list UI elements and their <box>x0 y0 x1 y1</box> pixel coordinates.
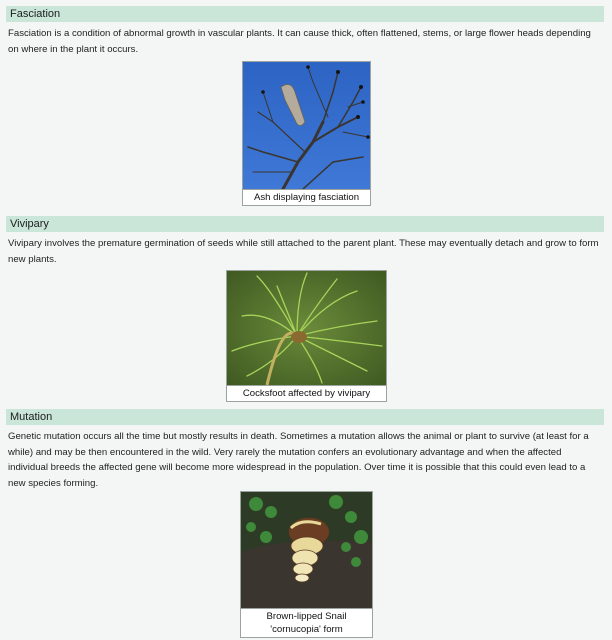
figure-caption <box>243 189 370 205</box>
figure-caption <box>241 608 372 637</box>
section-text: Genetic mutation occurs all the time but mostly results in death. Sometimes a mutation allows the animal or plant to survive (at least for a while) and may be then encountered in the wild. Very rarely the mutation confers an evolutionary advantage and when the affected individual breeds the affected gene will become more widespread in the population. Over time it is possible that this could even lead to a new species forming. <box>8 431 589 489</box>
figure-ash-fasciation <box>242 61 371 206</box>
section-text: Fasciation is a condition of abnormal growth in vascular plants. It can cause thick, often flattened, stems, or large flower heads depending on where in the plant it occurs. <box>8 28 591 55</box>
figure-snail-cornucopia <box>240 491 373 638</box>
section-fasciation <box>6 6 604 57</box>
figure-caption <box>227 385 386 401</box>
caption-line: Cocksfoot affected by vivipary <box>242 388 371 399</box>
section-vivipary <box>6 216 604 267</box>
section-heading: Mutation <box>6 409 604 425</box>
caption-line: Ash displaying fasciation <box>253 192 360 203</box>
figure-cocksfoot-vivipary <box>226 270 387 402</box>
caption-line: Brown-lipped Snail <box>266 611 347 622</box>
caption-line: 'cornucopia' form <box>270 624 343 635</box>
section-heading: Vivipary <box>6 216 604 232</box>
section-heading: Fasciation <box>6 6 604 22</box>
section-mutation <box>6 409 604 491</box>
cocksfoot-vivipary-photo <box>227 271 386 385</box>
section-text: Vivipary involves the premature germination of seeds while still attached to the parent plant. These may eventually detach and grow to form new plants. <box>8 238 599 265</box>
snail-cornucopia-photo <box>241 492 372 608</box>
ash-fasciation-photo <box>243 62 370 189</box>
